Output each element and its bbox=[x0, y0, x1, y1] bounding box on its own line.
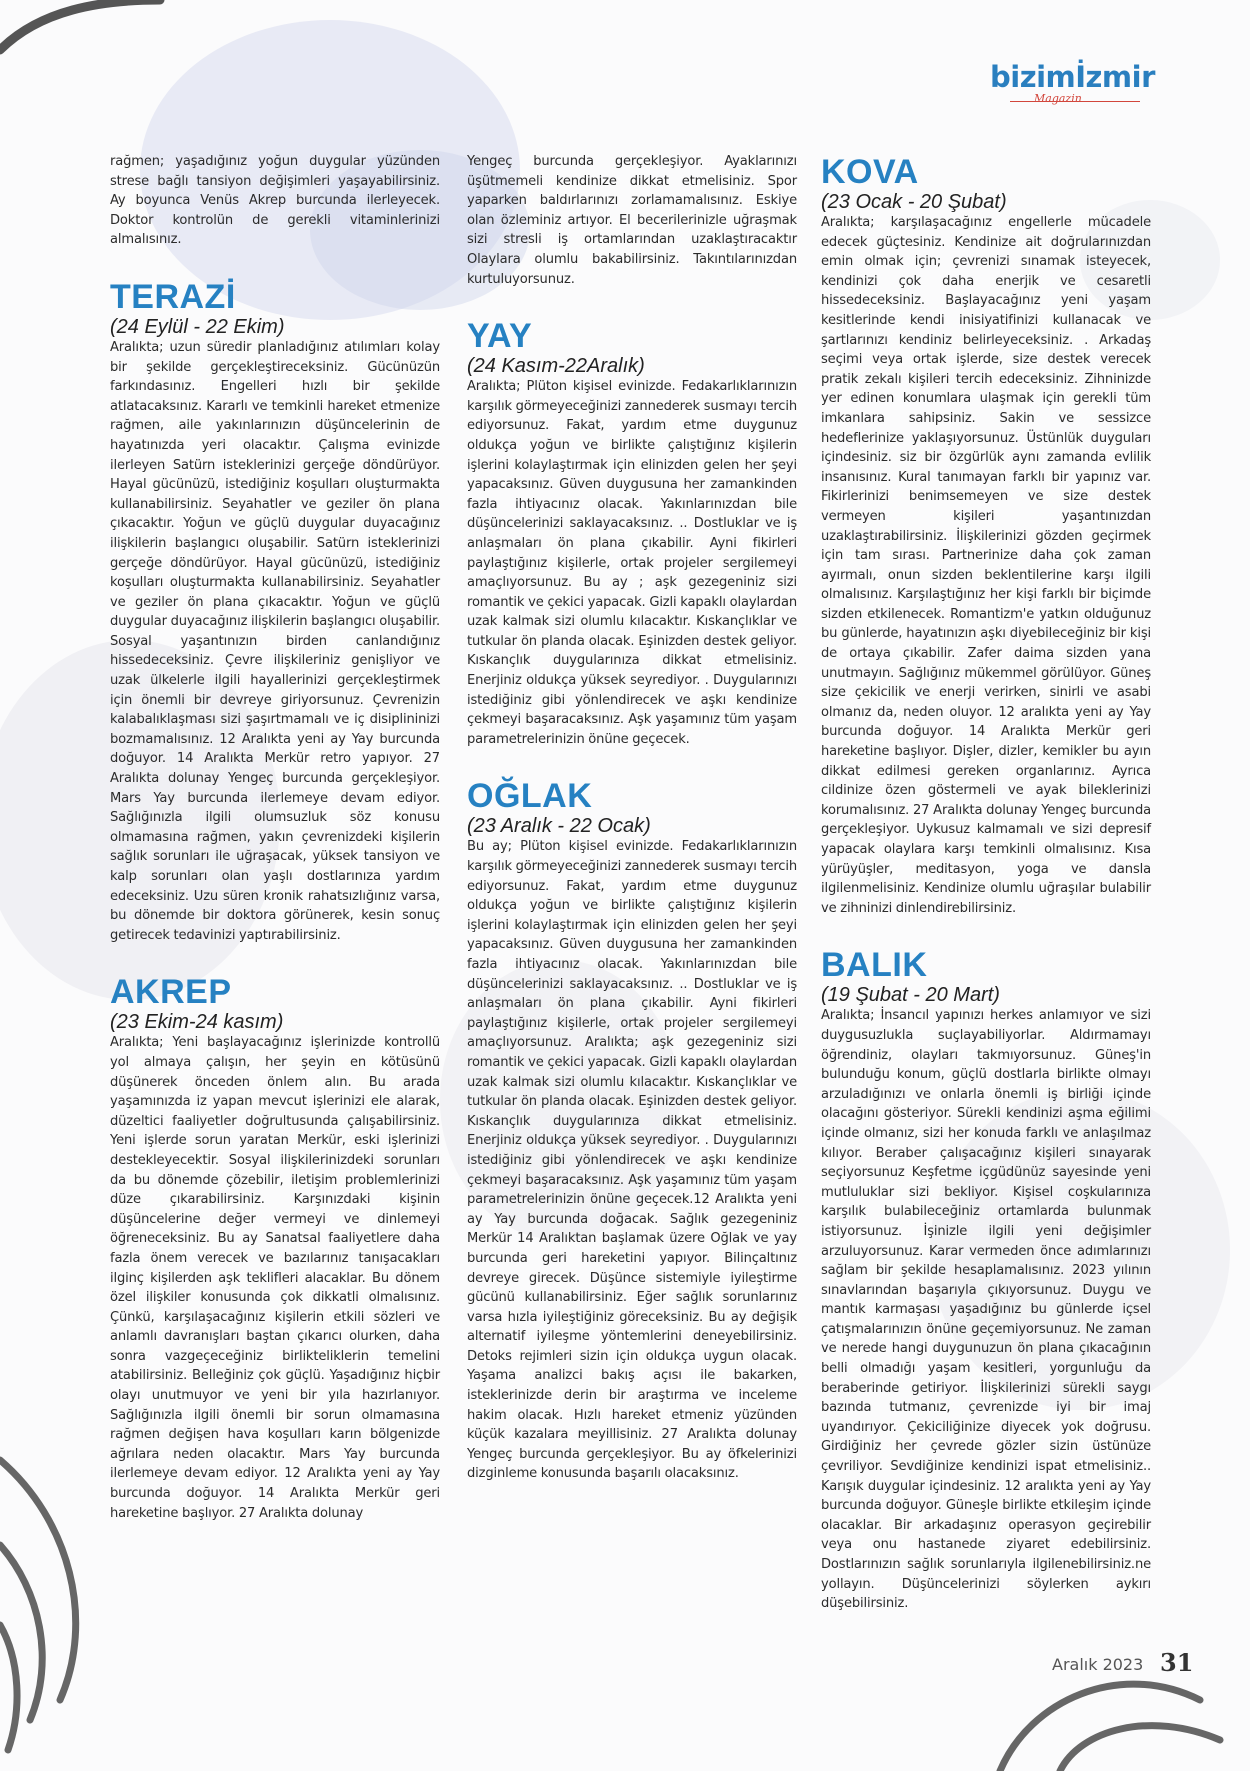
akrep-text: Aralıkta; Yeni başlayacağınız işlerinizde kontrollü yol almaya çalışın, her şeyin en kötüsünü düşünerek önceden önlem alın. Bu arada yaşamınızda iz yapan mevcut işlerinizi ele alarak, düzeltici faaliyetler doğrultusunda çalışabilirsiniz. Yeni işlerde sorun yaratan Merkür, eski işlerinizi destekleyecektir. Sosyal ilişkilerinizdeki sorunları da bu dönemde çözebilir, iletişim problemlerinizi düze çıkarabilirsiniz. Karşınızdaki kişinin düşüncelerine değer vermeyi ve dinlemeyi öğreneceksiniz. Bu ay Sanatsal faaliyetlere daha fazla önem verecek ve bazılarınız tanışacakları ilginç kişilerden aşk teklifleri alacaklar. Bu dönem özel ilişkiler konusunda çok dikkatli olmalısınız. Çünkü, karşılaşacağınız kişilerin etkili sözleri ve anlamlı davranışları baştan çıkarıcı olurken, daha sonra vazgeçeceğiniz birlikteliklerin temelini atabilirsiniz. Belleğiniz çok güçlü. Yaşadığınız hiçbir olayı unutmuyor ve yeni bir yıla hazırlanıyor. Sağlığınızla ilgili önemli bir sorun olmamasına rağmen değişen hava koşulları karın bölgenizde ağrılara neden olacaktır. Mars Yay burcunda ilerlemeye devam ediyor. 12 Aralıkta yeni ay Yay burcunda doğuyor. 14 Aralıkta Merkür geri hareketine başlıyor. 27 Aralıkta dolunay bbox=[110, 1035, 440, 1521]
terazi-dates: (24 Eylül - 22 Ekim) bbox=[110, 315, 285, 338]
kova-dates: (23 Ocak - 20 Şubat) bbox=[821, 191, 1007, 213]
column-2 bbox=[467, 152, 797, 1484]
terazi-title: TERAZİ bbox=[110, 277, 236, 316]
yay-title: YAY bbox=[467, 317, 533, 356]
yay-text: Aralıkta; Plüton kişisel evinizde. Fedakarlıklarınızın karşılık görmeyeceğinizi zannederek susmayı tercih ediyorsunuz. Fakat, yardım etme duygunuz oldukça yoğun ve birlikte çalıştığınız kişilerin işlerini kolaylaştırmak için elinizden gelen her şeyi yapacaksınız. Güven duygusuna her zamankinden fazla ihtiyacınız olacak. Yakınlarınızdan bile düşüncelerinizi saklayacaksınız. .. Dostluklar ve iş anlaşmaları ön plana çıkabilir. Ayni fikirleri paylaştığınız kişilerle, ortak projeler sergilemeyi amaçlıyorsunuz. Bu ay ; aşk gezegeniniz sizi romantik ve çekici yapacak. Gizli kapaklı olaylardan uzak kalmak sizi olumlu kılacaktır. Kıskançlıklar ve tutkular ön planda olacak. Eşinizden destek geliyor. Kıskançlık duygularınıza dikkat etmelisiniz. Enerjiniz oldukça yüksek seyrediyor. . Duygularınızı istediğiniz gibi yönlendirecek ve aşkı kendinize çekmeyi başaracaksınız. Aşk yaşamınız tüm yaşam parametrelerinizin önüne geçecek. bbox=[467, 379, 797, 747]
akrep-dates: (23 Ekim-24 kasım) bbox=[110, 1011, 284, 1034]
kova-title: KOVA bbox=[821, 153, 919, 191]
page-number: 31 bbox=[1160, 1648, 1194, 1677]
brand-name: bizimİzmir bbox=[990, 60, 1155, 94]
section-oglak bbox=[467, 776, 797, 1484]
column1-intro: rağmen; yaşadığınız yoğun duygular yüzünden strese bağlı tansiyon değişimleri yaşayabilirsiniz. Ay boyunca Venüs Akrep burcunda ilerleyecek. Doktor kontrolün de gerekli vitaminlerinizi almalısınız. bbox=[110, 154, 440, 248]
brand-logo[interactable] bbox=[990, 60, 1155, 110]
section-kova bbox=[821, 152, 1151, 918]
kova-text: Aralıkta; karşılaşacağınız engellerle mücadele edecek güçtesiniz. Kendinize ait doğrularınızdan emin olmak için; çevrenizi sınamak isteyecek, kendinizi çok daha enerjik ve cesaretli hissedeceksiniz. Başlayacağınız yeni yaşam kesitlerinde kendi inisiyatifinizi kullanacak ve şartlarınızı kendiniz belirleyeceksiniz. . Arkadaş seçimi veya ortak işlerde, size destek verecek pratik zekalı kişileri tercih edeceksiniz. Zihninizde yer edinen konumlara ulaşmak için gerekli tüm imkanlara sahipsiniz. Sakin ve sessizce hedeflerinize yaklaşıyorsunuz. Üstünlük duyguları içindesiniz. siz bir özgürlük aynı zamanda evlilik insanısınız. Kural tanımayan farklı bir yapınız var. Fikirlerinizi benimsemeyen ve size destek vermeyen kişileri yaşantınızdan uzaklaştırabilirsiniz. İlişkilerinizi gözden geçirmek için tam sırası. Partnerinize daha çok zaman ayırmalı, onun sizden beklentilerine karşı ilgili olmalısınız. Karşılaştığınız her kişi farklı bir biçimde sizden etkilenecek. Romantizm'e yatkın olduğunuz bu günlerde, hayatınızın aşkı diyebileceğiniz bir kişi de ortaya çıkabilir. Zafer daima sizden yana unutmayın. Sağlığınız mükemmel görülüyor. Güneş size çekicilik ve enerji verirken, sinirli ve asabi olmanız da, neden oluyor. 12 aralıkta yeni ay Yay burcunda doğuyor. 14 Aralıkta Merkür geri hareketine başlıyor. Dişler, dizler, kemikler bu ayın dikkat edilmesi gereken organlarınız. Ayrıca cildinize özen göstermeli ve ayak bileklerinizi korumalısınız. 27 Aralıkta dolunay Yengeç burcunda gerçekleşiyor. Uykusuz kalmamalı ve sizi depresif yapacak olaylara karşı temkinli olmalısınız. Kısa yürüyüşler, meditasyon, yoga ve dansla ilgilenmelisiniz. Kendinize olumlu uğraşılar bulabilir ve zihninizi dinlendirebilirsiniz. bbox=[821, 215, 1151, 916]
oglak-title: OĞLAK bbox=[467, 777, 593, 816]
terazi-text: Aralıkta; uzun süredir planladığınız atılımları kolay bir şekilde gerçekleştireceksiniz. Gücünüzün farkındasınız. Engelleri hızlı bir şekilde atlatacaksınız. Kararlı ve temkinli hareket etmenize rağmen, aile yakınlarınızın düşüncelerinin de hayatınızda yeri olacaktır. Çalışma evinizde ilerleyen Satürn isteklerinizi gerçeğe döndürüyor. Hayal gücünüzü, istediğiniz koşulları oluşturmakta kullanabilirsiniz. Seyahatler ve geziler ön plana çıkacaktır. Yoğun ve güçlü duygular duyacağınız ilişkilerin başlangıcı oluşabilir. Satürn isteklerinizi gerçeğe döndürüyor. Hayal gücünüzü, istediğiniz koşulları oluşturmakta kullanabilirsiniz. Seyahatler ve geziler ön plana çıkacaktır. Yoğun ve güçlü duygular duyacağınız ilişkilerin başlangıcı oluşabilir. Sosyal yaşantınızın birden canlandığınız hissedeceksiniz. Çevre ilişkileriniz genişliyor ve uzak ülkelerle ilgili hayallerinizi gerçekleştirmek için önemli bir devreye giriyorsunuz. Çevrenizin kalabalıklaşması sizi şaşırtmamalı ve iç disiplininizi bozmamalısınız. 12 Aralıkta yeni ay Yay burcunda doğuyor. 14 Aralıkta Merkür retro yapıyor. 27 Aralıkta dolunay Yengeç burcunda gerçekleşiyor. Mars Yay burcunda ilerlemeye devam ediyor. Sağlığınızla ilgili olumsuzluk söz konusu olmamasına rağmen, yakın çevrenizdeki kişilerin sağlık sorunları ile uğraşacak, yüksek tansiyon ve kalp sorunları olan yaşlı dostlarınıza yardım edeceksiniz. Uzu süren kronik rahatsızlığınız varsa, bu dönemde bir doktora görünerek, kesin sonuç getirecek tedavinizi yaptırabilirsiniz. bbox=[110, 339, 440, 943]
brand-tagline: Magazin bbox=[1034, 92, 1082, 105]
column2-intro: Yengeç burcunda gerçekleşiyor. Ayaklarınızı üşütmemeli kendinize dikkat etmelisiniz. Spor yaparken baldırlarınızı zorlamamalısınız. Eskiye olan özleminiz artıyor. El becerilerinizle uğraşmak sizi stresli iş ortamlarından uzaklaştıracaktır Olaylara olumlu bakabilirsiniz. Takıntılarınızdan kurtuluyorsunuz. bbox=[467, 154, 797, 287]
section-terazi bbox=[110, 277, 440, 945]
column-3 bbox=[821, 152, 1151, 1614]
section-balik bbox=[821, 945, 1151, 1613]
oglak-text: Bu ay; Plüton kişisel evinizde. Fedakarlıklarınızın karşılık görmeyeceğinizi zannederek susmayı tercih ediyorsunuz. Fakat, yardım etme duygunuz oldukça yoğun ve birlikte çalıştığınız kişilerin işlerini kolaylaştırmak için elinizden gelen her şeyi yapacaksınız. Güven duygusuna her zamankinden fazla ihtiyacınız olacak. Yakınlarınızdan bile düşüncelerinizi saklayacaksınız. .. Dostluklar ve iş anlaşmaları ön plana çıkabilir. Ayni fikirleri paylaştığınız kişilerle, ortak projeler sergilemeyi amaçlıyorsunuz. Aralıkta; aşk gezegeniniz sizi romantik ve çekici yapacak. Gizli kapaklı olaylardan uzak kalmak sizi olumlu kılacaktır. Kıskançlıklar ve tutkular ön planda olacak. Eşinizden destek geliyor. Kıskançlık duygularınıza dikkat etmelisiniz. Enerjiniz oldukça yüksek seyrediyor. . Duygularınızı istediğiniz gibi yönlendirecek ve aşkı kendinize çekmeyi başaracaksınız. Aşk yaşamınız tüm yaşam parametrelerinizin önüne geçecek.12 Aralıkta yeni ay Yay burcunda doğacak. Sağlık gezegeniniz Merkür 14 Aralıktan başlamak üzere Oğlak ve yay burcunda geri hareketini yapıyor. Bilinçaltınız devreye girecek. Düşünce sistemiyle iyileştirme gücünü kullanabilirsiniz. Eğer sağlık sorunlarınız varsa hızla iyileştiğiniz göreceksiniz. Bu ay değişik alternatif iyileşme yöntemlerini deneyebilirsiniz. Detoks rejimleri sizin için oldukça uygun olacak. Yaşama analizci bakış açısı ile bakarken, isteklerinizde derin bir araştırma ve inceleme hakim olacak. Hızlı hareket etmeniz yüzünden küçük kazalara meyillisiniz. 27 Aralıkta dolunay Yengeç burcunda gerçekleşiyor. Bu ay öfkelerinizi dizginleme konusunda başarılı olacaksınız. bbox=[467, 839, 797, 1482]
balik-title: BALIK bbox=[821, 946, 928, 985]
section-yay bbox=[467, 316, 797, 749]
column-1 bbox=[110, 152, 440, 1523]
yay-dates: (24 Kasım-22Aralık) bbox=[467, 355, 645, 378]
issue-label: Aralık 2023 bbox=[1052, 1655, 1144, 1674]
balik-dates: (19 Şubat - 20 Mart) bbox=[821, 984, 1000, 1007]
akrep-title: AKREP bbox=[110, 973, 232, 1012]
oglak-dates: (23 Aralık - 22 Ocak) bbox=[467, 815, 651, 838]
balik-text: Aralıkta; İnsancıl yapınızı herkes anlamıyor ve sizi duygusuzlukla suçlayabiliyorlar. Aldırmamayı öğrendiniz, olayları takmıyorsunuz. Güneş'in bulunduğu konum, güçlü dostlarla birlikte olmayı arzuladığınızı ve onlarla önemli iş birliği içinde olacağını gösteriyor. Sürekli kendinizi aşma eğilimi içinde olmanız, sizi her konuda farklı ve anlaşılmaz kılıyor. Beraber çalışacağınız kişileri sınayarak seçiyorsunuz Keşfetme içgüdünüz sayesinde yeni mutluluklar sizi bekliyor. Kişisel coşkularınıza karşılık bulabileceğiniz ortamlarda bulunmak istiyorsunuz. İşinizle ilgili yeni değişimler arzuluyorsunuz. Karar vermeden önce adımlarınızı sağlam bir şekilde hesaplamalısınız. 2023 yılının sınavlarından başarıyla çıkıyorsunuz. Duygu ve mantık karmaşası yaşadığınız bu günlerde içsel çatışmalarınızın önüne geçemiyorsunuz. Ne zaman ve nerede hangi duygunuzun ön plana çıkacağının belli olmadığı yaşam kesitleri, yorgunluğu da beraberinde getiriyor. İlişkilerinizi sürekli saygı bazında tutmanız, çevrenizde iyi bir imaj uyandırıyor. Çekiciliğinize diyecek yok doğrusu. Girdiğiniz her çevrede gözler sizin üstünüze çevriliyor. Sevdiğinize kendinizi ispat etmelisiniz.. Karışık duygular içindesiniz. 12 aralıkta yeni ay Yay burcunda doğuyor. Güneşle birlikte etkileşim içinde olacaklar. Bir arkadaşınız operasyon geçirebilir veya onu hastanede ziyaret edebilirsiniz. Dostlarınızın sağlık sorunlarıyla ilgilenebilirsiniz.ne yollayın. Düşüncelerinizi söylerken aykırı düşebilirsiniz. bbox=[821, 1008, 1151, 1612]
section-akrep bbox=[110, 972, 440, 1523]
